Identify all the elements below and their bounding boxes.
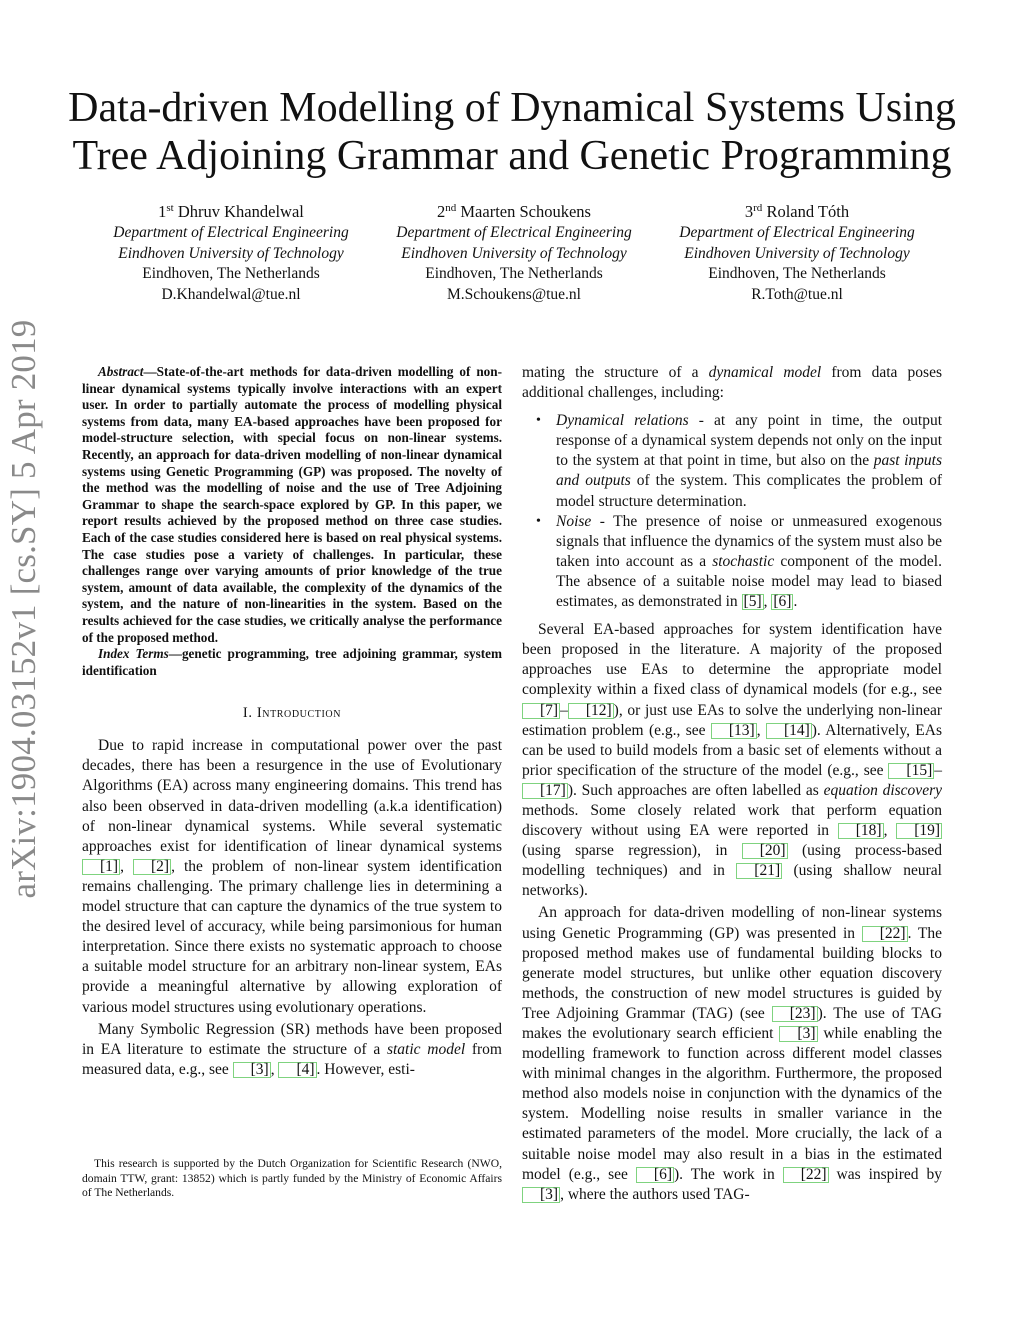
author-1-name: Dhruv Khandelwal (177, 202, 304, 221)
emphasis: static model (386, 1040, 466, 1058)
text-run: ). Such approaches are often labelled as (567, 781, 824, 799)
author-1-department: Department of Electrical Engineering (113, 224, 349, 241)
citation-link[interactable]: [22] (862, 926, 908, 942)
text-run: ). Alternatively, EAs can be used to build models from a basic set of elements without a prior specification of the structure of the model (e.g., see (522, 721, 942, 779)
text-run: while enabling the modelling framework to function across different model classes with minimal changes in the algorithm. Furthermore, the proposed method also models noise in conjunction with the dynamics of the system. Modelling noise results in smaller variance in the estimated parameters of the model. More crucially, the lack of a suitable noise model may also result in a bias in the estimated model (e.g., see (522, 1025, 943, 1183)
author-3-ordinal-suffix: rd (753, 202, 763, 214)
left-column (82, 364, 502, 1080)
related-work-paragraph (522, 620, 942, 901)
paper-title (60, 84, 964, 180)
author-1-email[interactable]: D.Khandelwal@tue.nl (161, 285, 301, 303)
text-run: – (934, 761, 942, 779)
citation-link[interactable]: [7] (522, 703, 560, 719)
arxiv-identifier: arXiv:1904.03152v1 [cs.SY] 5 Apr 2019 (4, 319, 43, 899)
text-run: , (883, 822, 897, 840)
citation-link[interactable]: [18] (838, 823, 884, 839)
emphasis: dynamical model (708, 364, 822, 381)
citation-link[interactable]: [23] (772, 1006, 818, 1022)
text-run: , the problem of non-linear system identification remains challenging. The primary challenge lies in determining a model structure that can capture the dynamics of the true system to the desired level of accuracy, while being parsimonious for human interpretation. Since there exists no systematic approach to choose a suitable model structure for an arbitrary non-linear system, EAs provide a meaningful alternative by allowing exploration of various model structures using evolutionary operations. (82, 857, 502, 1016)
section-heading-introduction (82, 705, 502, 722)
text-run: component of the model. The absence of a suitable noise model may lead to biased estimates, as demonstrated in (556, 552, 942, 611)
author-3-name: Roland Tóth (766, 202, 850, 221)
challenge-list (522, 411, 942, 612)
funding-footnote: This research is supported by the Dutch Organization for Scientific Research (NWO, domain TTW, grant: 13852) which is partly funded by the Ministry of Economic Affairs of The Netherlands. (82, 1157, 502, 1200)
text-run: An approach for data-driven modelling of non-linear systems using Genetic Programming (GP) was presented in (522, 904, 942, 942)
citation-link[interactable]: [6] (773, 593, 792, 611)
citation-link[interactable]: [14] (766, 723, 812, 739)
author-2 (373, 201, 655, 305)
text-run: mating the structure of a (522, 364, 709, 381)
author-2-name: Maarten Schoukens (460, 202, 591, 221)
citation-link[interactable]: [1] (82, 859, 120, 875)
right-column (522, 363, 942, 1205)
author-3-email[interactable]: R.Toth@tue.nl (751, 285, 843, 303)
author-1-ordinal-suffix: st (166, 202, 174, 214)
index-terms (82, 646, 502, 679)
intro-paragraph-1 (82, 736, 502, 1017)
text-run: , (756, 721, 766, 739)
text-run: . (793, 593, 798, 611)
list-item (536, 512, 942, 612)
list-item (536, 411, 943, 511)
citation-link[interactable]: [2] (133, 859, 171, 875)
author-2-email[interactable]: M.Schoukens@tue.nl (447, 285, 581, 303)
citation-link[interactable]: [6] (636, 1167, 674, 1183)
citation-link[interactable]: [12] (568, 703, 614, 719)
index-terms-text: genetic programming, tree adjoining grammar, system identification (82, 646, 502, 678)
text-run: ). The work in (673, 1165, 783, 1183)
text-run: ). The use of TAG makes the evolutionary search efficient (522, 1004, 942, 1042)
text-run: . However, esti- (316, 1060, 415, 1078)
list-term: Noise (556, 512, 592, 530)
text-run: methods. Some closely related work that perform equation discovery without using EA were reported in (522, 801, 942, 840)
citation-link[interactable]: [19] (896, 823, 942, 839)
intro-paragraph-2 (82, 1020, 502, 1080)
emphasis: stochastic (712, 552, 775, 570)
author-1 (90, 201, 372, 305)
proposed-method-paragraph (522, 903, 942, 1204)
text-run: , (120, 857, 133, 875)
author-1-location: Eindhoven, The Netherlands (142, 265, 320, 283)
author-3 (656, 201, 938, 305)
abstract-label: Abstract (98, 364, 144, 379)
text-run: from data poses additional challenges, including: (522, 364, 942, 402)
text-run: , where the authors used TAG- (560, 1185, 750, 1203)
abstract-dash: — (143, 364, 157, 379)
emphasis: past inputs and outputs (556, 452, 943, 490)
citation-link[interactable]: [20] (742, 843, 788, 859)
citation-link[interactable]: [21] (736, 863, 782, 879)
citation-link[interactable]: [22] (783, 1167, 829, 1183)
author-2-ordinal-suffix: nd (445, 202, 457, 214)
text-run: Due to rapid increase in computational power over the past decades, there has been a resurgence in the use of Evolutionary Algorithms (EA) across many engineering domains. This trend has also been observed in data-driven modelling (a.k.a identification) of non-linear dynamical systems. While several systematic approaches exist for identification of linear dynamical systems (82, 737, 502, 855)
title-line-2: Tree Adjoining Grammar and Genetic Programming (72, 133, 952, 179)
author-1-university: Eindhoven University of Technology (118, 244, 344, 262)
text-run: ), or just use EAs to solve the underlying non-linear estimation problem (e.g., see (522, 701, 942, 739)
text-run: - The presence of noise or unmeasured exogenous signals that influence the dynamics of the system must also be taken into account as a (556, 512, 942, 570)
bullet-icon: • (536, 513, 541, 529)
text-run: - at any point in time, the output response of a dynamical system depends not only on the input to the system at that point in time, but also on the (556, 412, 942, 470)
text-run: (using process-based modelling techniques) and in (522, 842, 942, 880)
text-run: of the system. This complicates the problem of model structure determination. (556, 472, 942, 510)
author-2-location: Eindhoven, The Netherlands (425, 265, 603, 283)
section-title: Introduction (256, 705, 342, 722)
text-run: from measured data, e.g., see (82, 1040, 502, 1078)
author-3-ordinal: 3 (744, 202, 754, 221)
author-1-ordinal: 1 (158, 202, 167, 221)
text-run: (using sparse regression), in (522, 842, 742, 860)
list-term: Dynamical relations (556, 412, 689, 430)
text-run: , (270, 1060, 279, 1078)
section-number: I. (242, 705, 253, 722)
citation-link[interactable]: [17] (522, 783, 568, 799)
citation-link[interactable]: [3] (779, 1026, 817, 1042)
author-3-location: Eindhoven, The Netherlands (708, 265, 886, 283)
text-run: – (560, 701, 568, 719)
citation-link[interactable]: [13] (711, 723, 757, 739)
author-2-university: Eindhoven University of Technology (401, 244, 627, 262)
citation-link[interactable]: [15] (888, 763, 934, 779)
abstract (82, 364, 502, 646)
bullet-icon: • (536, 413, 541, 429)
text-run: Several EA-based approaches for system identification have been proposed in the literature. A majority of the proposed approaches use EAs to determine the appropriate model complexity within a fixed class of dynamical models (for e.g., see (522, 621, 942, 699)
citation-link[interactable]: [5] (743, 593, 762, 611)
title-line-1: Data-driven Modelling of Dynamical Systems Using (68, 85, 956, 131)
text-run: (using shallow neural networks). (522, 862, 942, 900)
text-run: Many Symbolic Regression (SR) methods have been proposed in EA literature to estimate the structure of a (82, 1020, 502, 1058)
author-3-department: Department of Electrical Engineering (679, 224, 915, 241)
continued-paragraph (522, 363, 942, 403)
text-run: . The proposed method makes use of fundamental building blocks to generate model structures, but unlike other equation discovery methods, the construction of new model structures is guided by Tree Adjoining Grammar (TAG) (see (522, 924, 942, 1022)
citation-link[interactable]: [3] (522, 1187, 560, 1203)
author-3-university: Eindhoven University of Technology (684, 244, 910, 262)
index-terms-label: Index Terms (98, 646, 169, 662)
author-2-department: Department of Electrical Engineering (396, 224, 632, 241)
author-2-ordinal: 2 (437, 202, 446, 221)
abstract-text: State-of-the-art methods for data-driven modelling of non-linear dynamical systems typically involve interactions with an expert user. In order to partially automate the process of modelling physical systems from data, many EA-based approaches have been proposed for model-structure selection, with special focus on non-linear systems. Recently, an approach for data-driven modelling of non-linear dynamical systems using Genetic Programming (GP) was proposed. The novelty of the method was the modelling of noise and the use of Tree Adjoining Grammar to shape the search-space explored by GP. In this paper, we report results achieved by the proposed method on three case studies. Each of the case studies considered here is based on real physical systems. The case studies pose a variety of challenges. In particular, these challenges range over varying amounts of prior knowledge of the true system, amount of data available, the complexity of the dynamics of the system, and the nature of non-linearities in the system. Based on the results achieved for the case studies, we critically analyse the performance of the proposed method. (82, 364, 502, 645)
emphasis: equation discovery (823, 781, 942, 799)
citation-link[interactable]: [4] (278, 1062, 316, 1078)
text-run: was inspired by (828, 1165, 943, 1183)
citation-link[interactable]: [3] (233, 1062, 271, 1078)
index-terms-dash: — (168, 646, 182, 662)
author-block (90, 201, 938, 311)
text-run: , (763, 593, 772, 611)
